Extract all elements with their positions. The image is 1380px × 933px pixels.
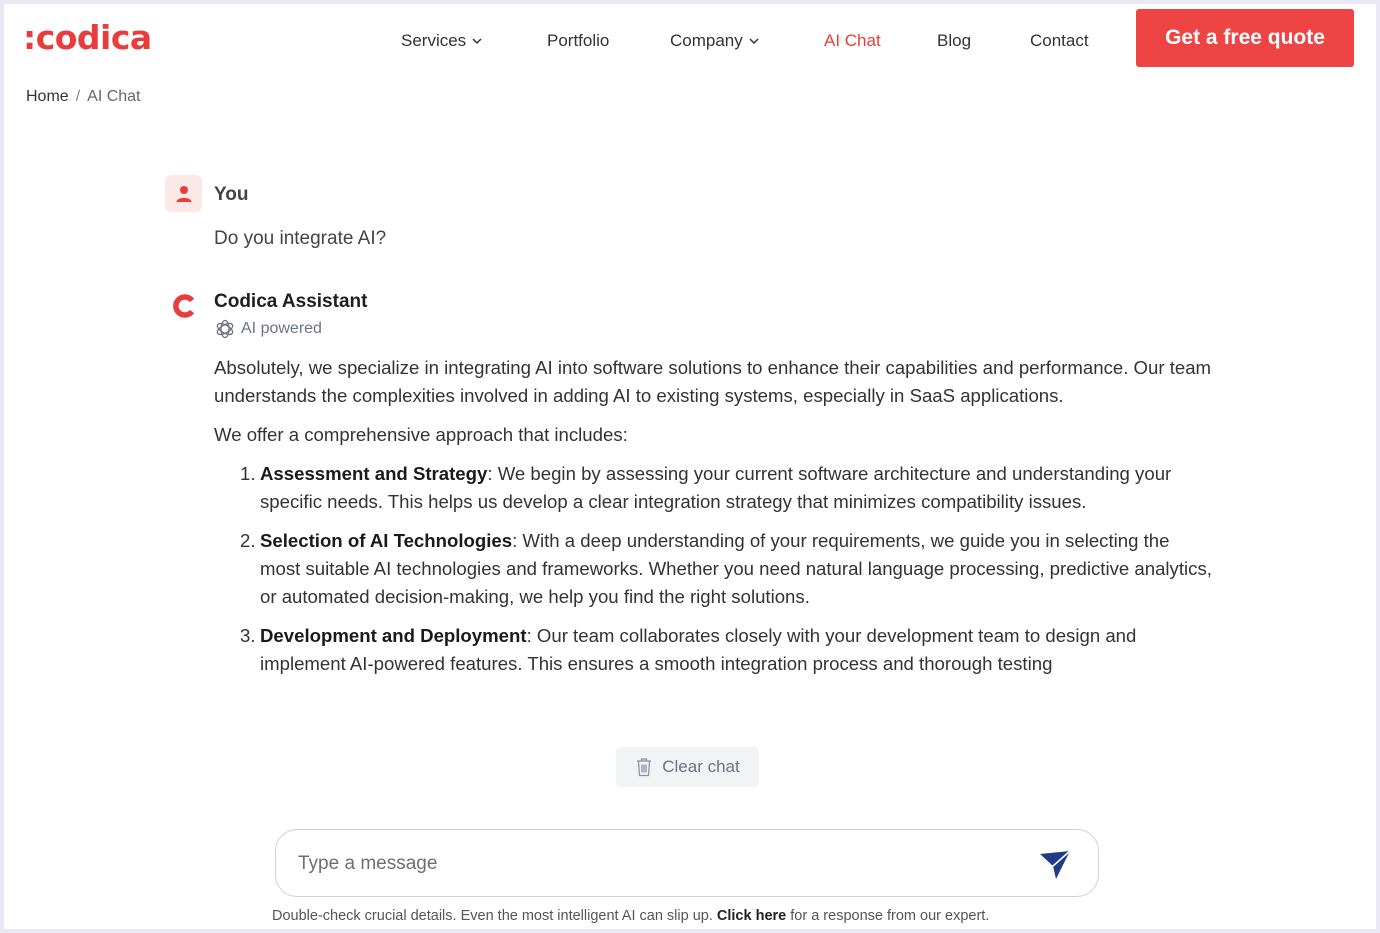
user-name: You bbox=[214, 184, 249, 205]
site-header bbox=[4, 4, 1376, 80]
expert-response-link[interactable]: Click here bbox=[716, 908, 787, 924]
breadcrumb-home[interactable]: Home bbox=[26, 88, 69, 105]
nav-portfolio[interactable] bbox=[547, 31, 609, 51]
nav-contact-label: Contact bbox=[1030, 31, 1089, 50]
answer-intro: Absolutely, we specialize in integrating AI into software solutions to enhance their capabilities and performance. Our team understands the complexities involved in adding AI to existing systems, especially in SaaS applications. bbox=[214, 357, 1212, 406]
nav-company[interactable] bbox=[670, 31, 759, 51]
codica-logo[interactable]: :codica bbox=[23, 18, 152, 57]
nav-blog-label: Blog bbox=[937, 31, 972, 50]
list-item-text: : With a deep understanding of your requirements, we guide you in selecting the most suitable AI technologies and frameworks. Whether you need natural language processing, predictive analytics, or automated decision-making, we help you find the right solutions. bbox=[260, 530, 1212, 607]
trash-icon bbox=[635, 757, 653, 777]
get-quote-button[interactable]: Get a free quote bbox=[1136, 9, 1354, 67]
assistant-name: Codica Assistant bbox=[214, 291, 368, 312]
chevron-down-icon bbox=[749, 36, 759, 46]
nav-services[interactable] bbox=[401, 31, 482, 51]
nav-ai-chat-label: AI Chat bbox=[824, 31, 881, 50]
user-message: Do you integrate AI? bbox=[214, 228, 387, 249]
send-icon[interactable] bbox=[1038, 849, 1072, 881]
ai-powered-badge bbox=[214, 318, 322, 340]
breadcrumb-separator: / bbox=[75, 88, 81, 105]
list-item-number: 1. bbox=[240, 463, 256, 484]
nav-services-label: Services bbox=[401, 31, 467, 50]
ai-knot-icon bbox=[214, 318, 236, 340]
nav-contact[interactable] bbox=[1030, 31, 1089, 51]
clear-chat-label: Clear chat bbox=[662, 757, 740, 776]
list-item bbox=[214, 527, 1214, 611]
list-item bbox=[214, 622, 1214, 678]
list-item-title: Development and Deployment bbox=[260, 625, 527, 646]
list-item-text: : Our team collaborates closely with your development team to design and implement AI-powered features. This ensures a smooth integration process and thorough testing bbox=[260, 625, 1137, 674]
assistant-answer bbox=[214, 354, 1214, 734]
user-avatar bbox=[165, 175, 202, 212]
answer-list bbox=[214, 460, 1214, 678]
disclaimer-text: Double-check crucial details. Even the most intelligent AI can slip up. bbox=[272, 908, 713, 924]
message-input[interactable] bbox=[298, 846, 1018, 882]
chevron-down-icon bbox=[472, 36, 482, 46]
answer-lead: We offer a comprehensive approach that includes: bbox=[214, 424, 628, 445]
list-item bbox=[214, 460, 1214, 516]
breadcrumb-current: AI Chat bbox=[87, 88, 141, 105]
list-item-title: Assessment and Strategy bbox=[260, 463, 488, 484]
disclaimer bbox=[272, 908, 989, 924]
list-item-text: : We begin by assessing your current software architecture and understanding your specific needs. This helps us develop a clear integration strategy that minimizes compatibility issues. bbox=[260, 463, 1172, 512]
ai-powered-label: AI powered bbox=[241, 320, 322, 337]
codica-c-icon bbox=[170, 291, 200, 321]
nav-company-label: Company bbox=[670, 31, 743, 50]
nav-ai-chat[interactable] bbox=[824, 31, 881, 51]
clear-chat-button[interactable] bbox=[616, 747, 759, 787]
nav-portfolio-label: Portfolio bbox=[547, 31, 610, 50]
user-icon bbox=[175, 185, 193, 203]
list-item-number: 2. bbox=[240, 530, 256, 551]
breadcrumb bbox=[26, 88, 141, 106]
list-item-title: Selection of AI Technologies bbox=[260, 530, 513, 551]
disclaimer-text-end: for a response from our expert. bbox=[790, 908, 990, 924]
list-item-number: 3. bbox=[240, 625, 256, 646]
message-input-box bbox=[275, 829, 1099, 897]
nav-blog[interactable] bbox=[937, 31, 971, 51]
